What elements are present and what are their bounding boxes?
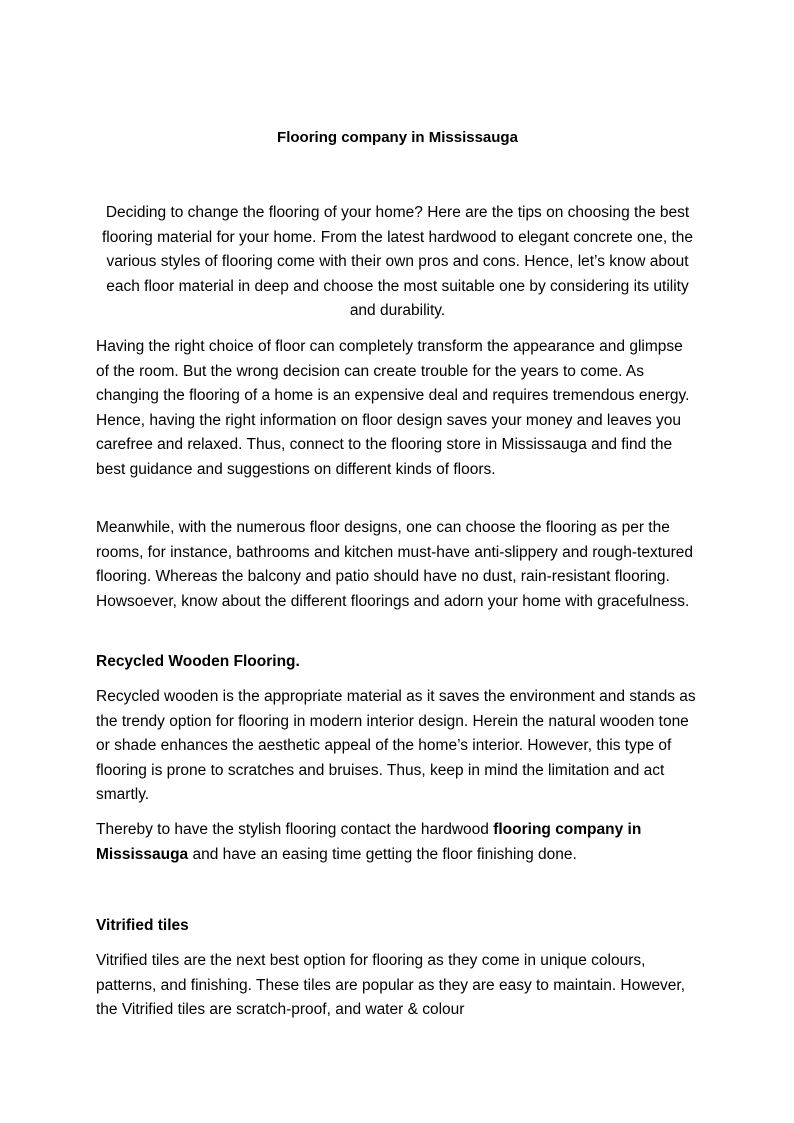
heading-vitrified-tiles: Vitrified tiles <box>96 917 189 934</box>
thereby-bold-keyword: flooring company in Mississauga <box>96 821 642 863</box>
paragraph-vitrified-tiles: Vitrified tiles are the next best option for flooring as they come in unique colours, patterns, and finishing. These tiles are popular as they are easy to maintain. However, the Vitrified tiles are scratch-proof, and water & colour <box>96 952 686 1019</box>
paragraph-floor-designs: Meanwhile, with the numerous floor designs, one can choose the flooring as per the rooms, for instance, bathrooms and kitchen must-have anti-slippery and rough-textured flooring. Whereas the balcony and patio should have no dust, rain-resistant flooring. Howsoever, know about the different floorings and adorn your home with gracefulness. <box>96 519 694 610</box>
thereby-text-after: and have an easing time getting the floor finishing done. <box>188 845 577 863</box>
paragraph-thereby <box>96 818 699 867</box>
document-title: Flooring company in Mississauga <box>277 129 518 146</box>
paragraph-floor-choice: Having the right choice of floor can completely transform the appearance and glimpse of the room. But the wrong decision can create trouble for the years to come. As changing the flooring of a home is an expensive deal and requires tremendous energy. Hence, having the right information on floor design saves your money and leaves you carefree and relaxed. Thus, connect to the flooring store in Mississauga and find the best guidance and suggestions on different kinds of floors. <box>96 338 690 478</box>
intro-paragraph: Deciding to change the flooring of your home? Here are the tips on choosing the best flooring material for your home. From the latest hardwood to elegant concrete one, the various styles of flooring come with their own pros and cons. Hence, let’s know about each floor material in deep and choose the most suitable one by considering its utility and durability. <box>101 204 694 320</box>
heading-recycled-wooden-flooring: Recycled Wooden Flooring. <box>96 653 300 670</box>
paragraph-recycled-wooden: Recycled wooden is the appropriate material as it saves the environment and stands as the trendy option for flooring in modern interior design. Herein the natural wooden tone or shade enhances the aesthetic appeal of the home’s interior. However, this type of flooring is prone to scratches and bruises. Thus, keep in mind the limitation and act smartly. <box>96 688 696 804</box>
thereby-text-before: Thereby to have the stylish flooring contact the hardwood <box>96 821 494 838</box>
